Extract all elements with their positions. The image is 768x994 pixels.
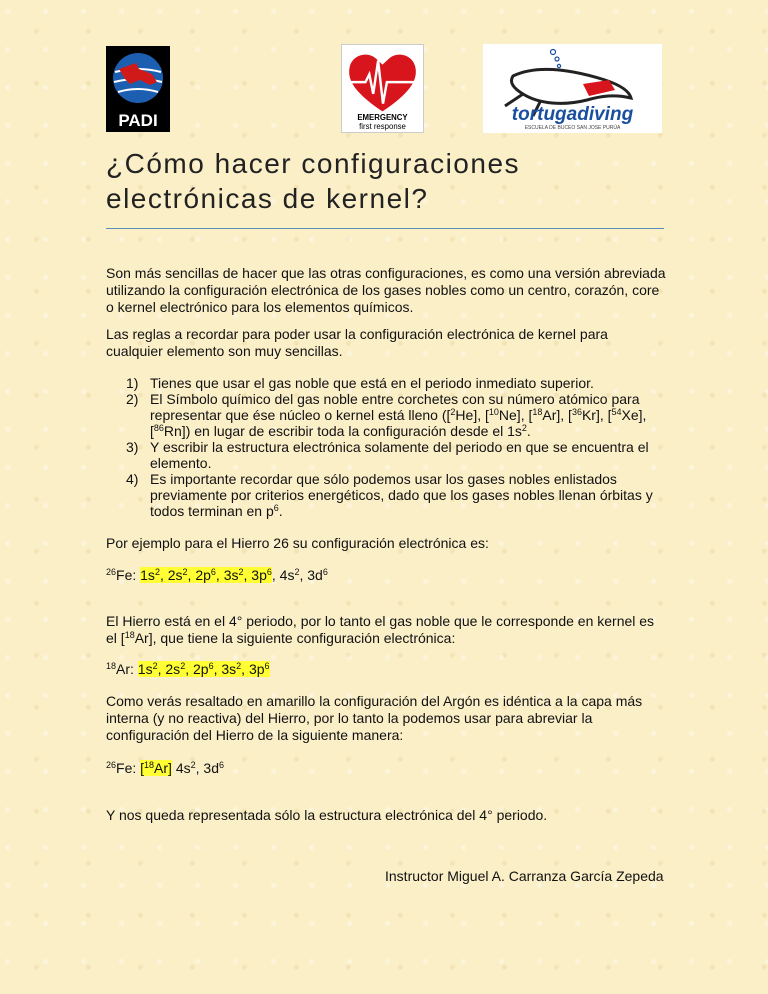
rules-list <box>106 375 666 519</box>
padi-diver-icon <box>106 46 170 132</box>
diver-icon <box>483 44 662 133</box>
highlighted-kernel: [$^{18}$Ar] <box>140 760 172 776</box>
fe-kernel-configuration: $^{26}$Fe: [$^{18}$Ar] $4s^2$, $3d^6$ <box>106 760 225 776</box>
svg-text:EMERGENCY: EMERGENCY <box>357 113 408 123</box>
highlight-explanation: Como verás resaltado en amarillo la configuración del Argón es idéntica a la capa más interna (y no reactiva) del Hierro, por lo tanto la podemos usar para abreviar la configuración del Hierro de la siguiente manera: <box>106 693 643 743</box>
page-title: ¿Cómo hacer configuraciones electrónicas de kernel? <box>106 148 521 214</box>
list-item <box>106 391 666 439</box>
list-item <box>106 471 666 519</box>
period-paragraph: El Hierro está en el 4° periodo, por lo tanto el gas noble que le corresponde en kernel es el [$^{18}$Ar], que tiene la siguiente configuración electrónica: <box>106 613 655 646</box>
list-item <box>106 439 666 471</box>
padi-logo <box>106 46 170 132</box>
fe-full-configuration: $^{26}$Fe: $1s^2$, $2s^2$, $2p^6$, $3s^2$, $3p^6$, $4s^2$, $3d^6$ <box>106 567 328 583</box>
highlighted-core: $1s^2$, $2s^2$, $2p^6$, $3s^2$, $3p^6$ <box>137 661 270 677</box>
conclusion-paragraph: Y nos queda representada sólo la estructura electrónica del 4° periodo. <box>106 807 548 823</box>
efr-logo <box>341 44 424 133</box>
svg-text:first response: first response <box>359 122 406 131</box>
svg-text:tortugadiving: tortugadiving <box>511 104 634 125</box>
example-intro: Por ejemplo para el Hierro 26 su configuración electrónica es: <box>106 535 489 551</box>
title-divider <box>106 228 664 229</box>
list-item-number: 4) <box>126 471 139 487</box>
list-item-number: 1) <box>126 375 139 391</box>
svg-text:ESCUELA DE BUCEO SAN JOSE PURÚ: ESCUELA DE BUCEO SAN JOSE PURÚA <box>524 125 621 131</box>
highlighted-core: $1s^2$, $2s^2$, $2p^6$, $3s^2$, $3p^6$ <box>140 567 272 583</box>
ar-configuration: $^{18}$Ar: $1s^2$, $2s^2$, $2p^6$, $3s^2$, $3p^6$ <box>106 661 270 677</box>
list-item-text: El Símbolo químico del gas noble entre corchetes con su número atómico para representar que ése núcleo o kernel está lleno ([$^2$He], [$^{10}$Ne], [$^{18}$Ar], [$^{36}$Kr], [$^{54}$Xe], [$^{86}$Rn]) en lugar de escribir toda la configuración desde el $1s^2$. <box>150 391 647 439</box>
svg-text:PADI: PADI <box>118 111 158 130</box>
tortuga-diving-logo <box>483 44 662 133</box>
author-signature: Instructor Miguel A. Carranza García Zepeda <box>385 868 664 884</box>
list-item-text: Tienes que usar el gas noble que está en el periodo inmediato superior. <box>150 375 594 391</box>
rules-intro-paragraph: Las reglas a recordar para poder usar la configuración electrónica de kernel para cualquier elemento son muy sencillas. <box>106 326 608 359</box>
list-item <box>106 375 666 391</box>
list-item-number: 3) <box>126 439 139 455</box>
intro-paragraph: Son más sencillas de hacer que las otras configuraciones, es como una versión abreviada utilizando la configuración electrónica de los gases nobles como un centro, corazón, core o kernel electrónico para los elementos químicos. <box>106 265 666 315</box>
list-item-text: Y escribir la estructura electrónica solamente del periodo en que se encuentra el elemento. <box>150 439 649 471</box>
list-item-number: 2) <box>126 391 139 407</box>
heart-ecg-icon <box>342 45 423 132</box>
list-item-text: Es importante recordar que sólo podemos usar los gases nobles enlistados previamente por criterios energéticos, dado que los gases nobles llenan órbitas y todos terminan en $p^6$. <box>150 471 653 519</box>
